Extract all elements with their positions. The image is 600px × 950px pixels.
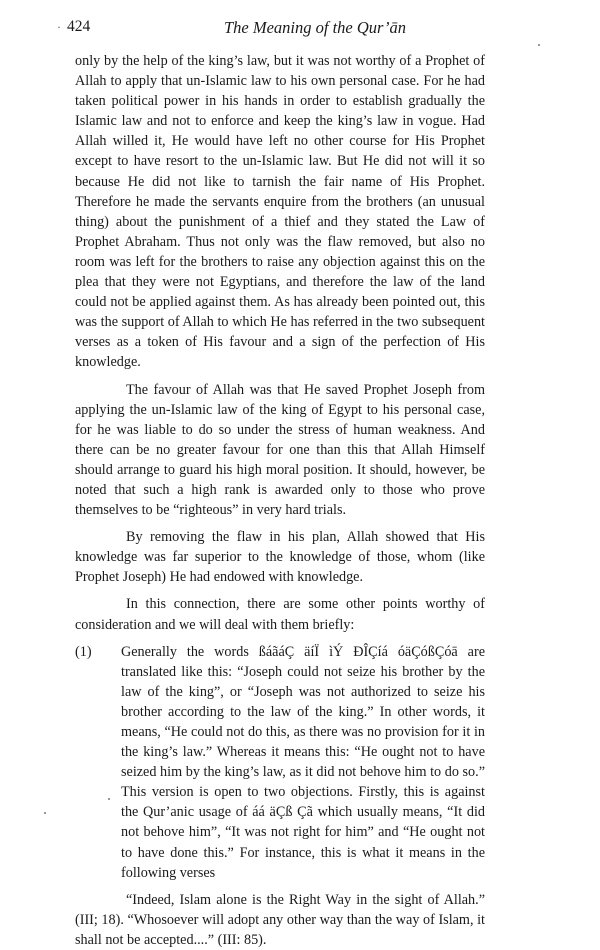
running-title: The Meaning of the Qur’ān (223, 18, 407, 37)
paragraph: By removing the flaw in his plan, Allah showed that His knowledge was far superior to the knowledge of those, whom (like Prophet Joseph) He had endowed with knowledge. (75, 529, 485, 586)
page-body (75, 51, 485, 950)
paragraph: In this connection, there are some other points worthy of consideration and we will deal with them briefly: (75, 596, 485, 633)
scan-speck: · (57, 20, 61, 34)
page-number: 424 (67, 18, 91, 35)
paragraph: The favour of Allah was that He saved Prophet Joseph from applying the un-Islamic law of the king of Egypt to his personal case, for he was liable to do so under the stress of human weakness. And there can be no greater favour for one than this that Allah Himself should arrange to guard his high moral position. It should, however, be noted that such a high rank is awarded only to those who prove themselves to be “righteous” in very hard trials. (75, 381, 485, 519)
quote-paragraph: “Indeed, Islam alone is the Right Way in the sight of Allah.” (III; 18). “Whosoever will adopt any other way than the way of Islam, it shall not be accepted....” (III: 85). (75, 891, 485, 948)
point-text: Generally the words ßáãáÇ äíÏ ìÝ ÐÎÇíá óäÇóßÇóā are translated like this: “Joseph could not seize his brother by the law of the king”, or “Joseph was not authorized to seize his brother according to the law of the king.” In other words, it means, “He could not do this, as there was no provision for it in the king’s law.” Whereas it means this: “He ought not to have seized him by the king’s law, as it did not behove him to do so.” This version is open to two objections. Firstly, this is against the Qur’anic usage of áá äÇß Çã which usually means, “It did not behove him”, “It was not right for him” and “He ought not to have done this.” For instance, this is what it means in the following verses (121, 643, 485, 881)
scan-speck (44, 812, 46, 814)
point-number: (1) (75, 643, 92, 660)
numbered-point (75, 642, 485, 883)
page-header (0, 18, 600, 42)
scan-speck (108, 798, 110, 800)
paragraph-continued: only by the help of the king’s law, but it was not worthy of a Prophet of Allah to apply that un-Islamic law to his own personal case. For he had taken political power in his hands in order to establish gradually the Islamic law and not to enforce and keep the king’s law in vogue. Had Allah willed it, He would have left no other course for His Prophet except to have resort to the un-Islamic law. But He did not will it so because He did not like to tarnish the fair name of His Prophet. Therefore he made the servants enquire from the brothers (an unusual thing) about the punishment of a thief and they stated the Law of Prophet Abraham. Thus not only was the flaw removed, but also no room was left for the brothers to raise any objection against this on the plea that they were not Egyptians, and therefore the law of the land could not be applied against them. As has already been pointed out, this was the support of Allah to which He has referred in the two subsequent verses as a token of His favour and a sign of the perfection of His knowledge. (75, 53, 485, 371)
scan-speck (538, 44, 540, 46)
